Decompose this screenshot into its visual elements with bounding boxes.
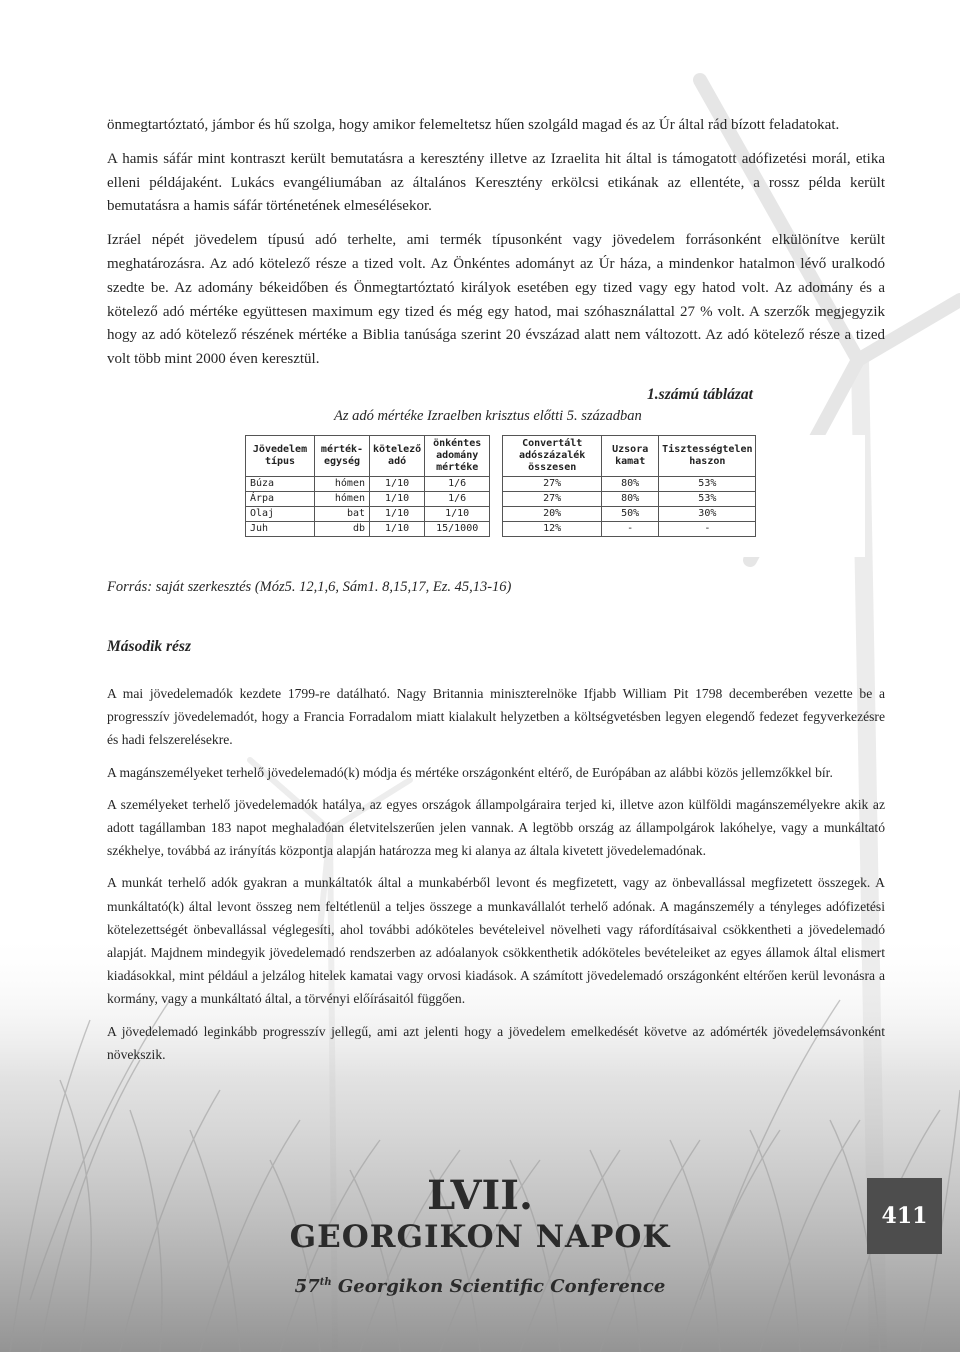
table-cell: 27%: [503, 491, 602, 506]
table-cell: Búza: [246, 476, 315, 491]
table-cell: 1/6: [425, 476, 490, 491]
paragraph: A magánszemélyeket terhelő jövedelemadó(k) módja és mértéke országonként eltérő, de Európában az alábbi közös jellemzőkkel bír.: [107, 764, 833, 780]
table-header: kötelező adó: [370, 435, 425, 476]
table-caption: Az adó mértéke Izraelben krisztus előtti 5. században: [334, 407, 642, 424]
tax-table: [245, 435, 756, 537]
table-source: Forrás: saját szerkesztés (Móz5. 12,1,6, Sám1. 8,15,17, Ez. 45,13-16): [107, 578, 512, 595]
table-cell: Juh: [246, 521, 315, 536]
table-cell: hómen: [315, 491, 370, 506]
table-cell: db: [315, 521, 370, 536]
conference-number: 57: [294, 1276, 320, 1297]
paragraph: Izráel népét jövedelem típusú adó terhelte, ami termék típusonként vagy jövedelem forrásonként elkülönítve került meghatározásra. Az adó kötelező része a tized volt. Az Önkéntes adományt az Úr háza, a mindenkor hatalmon lévő uralkodó szedte be. Az adomány békeidőben és Önmegtartóztató királyok esetében egy tized vagy egy hatod volt. Az adomány és a kötelező adó mértéke együttesen maximum egy tized és még egy hatod, mai szóhasználattal 27 % volt. A szerzők megjegyzik hogy az adó kötelező részének mértéke a Biblia tanúsága szerint 20 évszázad alatt nem változott. Az adó kötelező része a tized volt több mint 2000 éven keresztül.: [107, 232, 885, 368]
paragraph: A személyeket terhelő jövedelemadók hatálya, az egyes országok állampolgáraira terjed ki, illetve azon külföldi magánszemélyekre akik az adott tagállamban 183 napot meghaladóan életvitelszerűen jelen vannak. A legtöbb ország az állampolgárok lakóhelye, vagy a munkáltató székhelye, továbbá az irányítás központja alapján határozza meg ki alanya az általa kivetett jövedelemadónak.: [107, 796, 885, 859]
table-header: Jövedelem típus: [246, 435, 315, 476]
table-cell: 1/10: [370, 491, 425, 506]
table-cell: 1/10: [370, 521, 425, 536]
page-number-badge: [867, 1178, 942, 1254]
table-header: Convertált adószázalék összesen: [503, 435, 602, 476]
table-cell: Olaj: [246, 506, 315, 521]
table-gap: [490, 476, 503, 491]
footer-title: GEORGIKON NAPOK: [289, 1219, 671, 1255]
table-cell: 12%: [503, 521, 602, 536]
table-cell: 1/6: [425, 491, 490, 506]
table-row: [246, 491, 756, 506]
table-header: Tisztességtelen haszon: [659, 435, 756, 476]
table-header: mérték-egység: [315, 435, 370, 476]
table-gap: [490, 506, 503, 521]
table-header-row: [246, 435, 756, 476]
table-gap: [490, 435, 503, 476]
table-cell: Árpa: [246, 491, 315, 506]
section-heading: Második rész: [107, 637, 191, 655]
table-cell: 80%: [602, 491, 659, 506]
page-number: 411: [881, 1203, 928, 1229]
table-cell: 1/10: [425, 506, 490, 521]
paragraph: A mai jövedelemadók kezdete 1799-re datálható. Nagy Britannia miniszterelnöke Ifjabb William Pit 1798 decemberében vezette be a progresszív jövedelemadót, hogy a Francia Forradalom miatt kialakult helyzetben a költségvetésben legyen elegendő fedezet fegyverkezésre és hadi felszerelésekre.: [107, 685, 885, 748]
table-cell: 15/1000: [425, 521, 490, 536]
table-gap: [490, 491, 503, 506]
table-cell: bat: [315, 506, 370, 521]
table-number: 1.számú táblázat: [647, 385, 753, 403]
table-cell: 53%: [659, 491, 756, 506]
table-cell: -: [659, 521, 756, 536]
table-cell: 50%: [602, 506, 659, 521]
table-gap: [490, 521, 503, 536]
paragraph: A hamis sáfár mint kontraszt került bemutatásra a keresztény illetve az Izraelita hit által is támogatott adófizetési morál, etika elleni példájaként. Lukács evangéliumában az általános Keresztény erkölcsi etikának az ellentéte, a rossz példa került bemutatásra a hamis sáfár történetének elmesélésekor.: [107, 150, 885, 215]
footer-roman-numeral: LVII.: [427, 1172, 533, 1219]
table-header: Uzsora kamat: [602, 435, 659, 476]
conference-name: Georgikon Scientific Conference: [331, 1276, 666, 1297]
table-cell: 80%: [602, 476, 659, 491]
table-row: [246, 476, 756, 491]
paragraph: önmegtartóztató, jámbor és hű szolga, hogy amikor felemeltetsz hűen szolgáld magad és az Úr által rád bízott feladatokat.: [107, 117, 840, 133]
table-row: [246, 506, 756, 521]
table-cell: -: [602, 521, 659, 536]
footer-conference: [0, 1276, 960, 1297]
paragraph: A munkát terhelő adók gyakran a munkáltatók által a munkabérből levont és megfizetett, vagy az önbevallással megfizetett összegek. A munkáltató(k) által levont összeg nem feltétlenül a teljes összege a munkavállalót terhelő adónak. A magánszemély a tényleges adófizetési kötelezettségét önbevallással véglegesíti, ahol további adóköteles bevételeivel növelheti vagy ráfordításaival csökkentheti a jövedelemadó alapját. Majdnem mindegyik jövedelemadó rendszerben az adóalanyok csökkenthetik adóköteles bevételeiket az egyes államok által elismert kiadásokkal, mint például a jelzálog hitelek kamatai vagy orvosi kiadások. A számított jövedelemadó országonként eltérően kerül levonásra a kormány, vagy a munkáltató által, a törvényi előírásaitól függően.: [107, 875, 885, 1007]
table-cell: hómen: [315, 476, 370, 491]
document-body: [107, 114, 885, 1066]
table-cell: 1/10: [370, 476, 425, 491]
table-header: önkéntes adomány mértéke: [425, 435, 490, 476]
tax-table-image: [245, 435, 865, 557]
table-cell: 1/10: [370, 506, 425, 521]
paragraph: A jövedelemadó leginkább progresszív jellegű, ami azt jelenti hogy a jövedelem emelkedését követve az adómérték jövedelemsávonként növekszik.: [107, 1023, 885, 1062]
table-row: [246, 521, 756, 536]
conference-ordinal: th: [319, 1277, 332, 1288]
table-cell: 27%: [503, 476, 602, 491]
table-cell: 30%: [659, 506, 756, 521]
table-cell: 20%: [503, 506, 602, 521]
table-cell: 53%: [659, 476, 756, 491]
